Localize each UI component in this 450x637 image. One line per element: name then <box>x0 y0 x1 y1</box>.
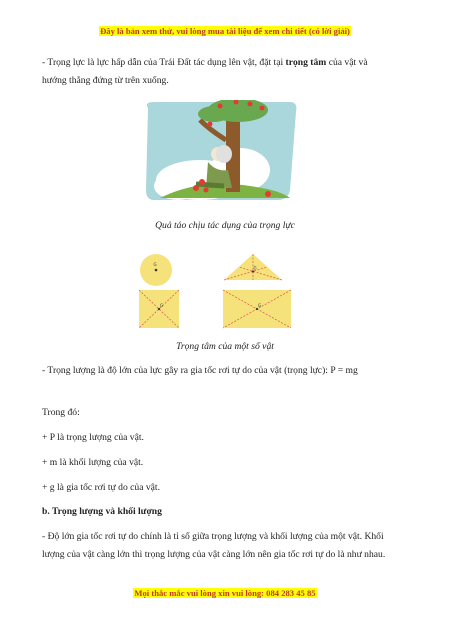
header-banner: Đây là bản xem thử, vui lòng mua tài liệu để xem chi tiết (có lời giải) <box>100 26 350 36</box>
figure-caption-2: Trọng tâm của một số vật <box>176 341 274 352</box>
where-label: Trong đó: <box>42 407 80 418</box>
svg-text:G: G <box>253 265 257 271</box>
svg-text:G: G <box>258 303 262 308</box>
square-shape-diagram <box>138 289 180 329</box>
weight-mass-paragraph: - Độ lớn gia tốc rơi tự do chính là tỉ số giữa trọng lượng và khối lượng của một vật. Khối lượng của vật càng lớn thì trọng lượng của vật càng lớn nên gia tốc rơi tự do là như nhau. <box>42 531 386 560</box>
triangle-shape-diagram <box>222 252 284 282</box>
svg-text:G: G <box>160 303 164 308</box>
circle-shape-diagram <box>138 252 174 288</box>
list-item-p: + P là trọng lượng của vật. <box>42 432 144 443</box>
list-item-g: + g là gia tốc rơi tự do của vật. <box>42 482 160 493</box>
footer-banner: Mọi thắc mắc vui lòng xin vui lòng: 084 283 45 85 <box>134 588 316 598</box>
rectangle-shape-diagram <box>222 289 292 329</box>
center-label: G <box>153 262 157 267</box>
section-heading-b: b. Trọng lượng và khối lượng <box>42 506 162 517</box>
weight-definition: - Trọng lượng là độ lớn của lực gây ra gia tốc rơi tự do của vật (trọng lực): P = mg <box>42 365 358 376</box>
figure-caption-1: Quả táo chịu tác dụng của trọng lực <box>155 220 295 231</box>
list-item-m: + m là khối lượng của vật. <box>42 457 144 468</box>
center-of-gravity-term: trọng tâm <box>285 57 327 68</box>
newton-apple-tree-illustration <box>140 100 300 208</box>
gravity-definition: - Trọng lực là lực hấp dẫn của Trái Đất tác dụng lên vật, đặt tại trọng tâm của vật và hướng thẳng đứng từ trên xuống. <box>42 57 368 86</box>
